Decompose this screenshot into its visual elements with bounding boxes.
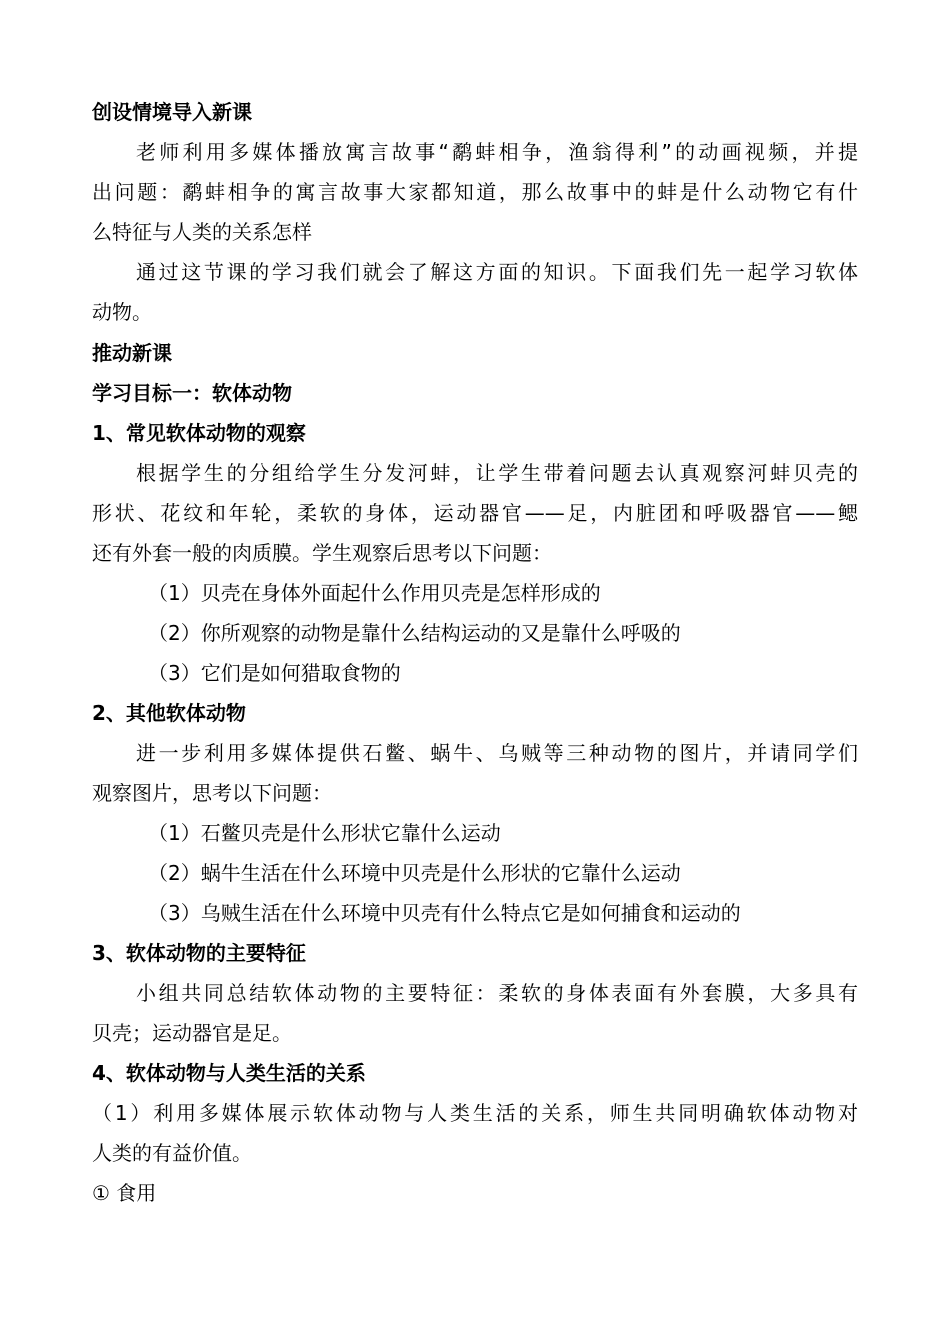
question-item: （3）乌贼生活在什么环境中贝壳有什么特点它是如何捕食和运动的 — [148, 901, 741, 925]
question-item: （1）贝壳在身体外面起什么作用贝壳是怎样形成的 — [148, 581, 601, 605]
paragraph-line: 老师利用多媒体播放寓言故事“鹬蚌相争，渔翁得利”的动画视频，并提 — [136, 140, 858, 164]
question-item: （2）你所观察的动物是靠什么结构运动的又是靠什么呼吸的 — [148, 621, 681, 645]
subsection-heading-3: 3、软体动物的主要特征 — [92, 941, 306, 965]
paragraph-line: 人类的有益价值。 — [92, 1141, 252, 1165]
subsection-heading-2: 2、其他软体动物 — [92, 701, 246, 725]
section-heading-goal-1: 学习目标一：软体动物 — [92, 381, 292, 405]
paragraph-line: 观察图片，思考以下问题： — [92, 781, 332, 805]
paragraph-line: 么特征与人类的关系怎样 — [92, 220, 312, 244]
paragraph-line: 根据学生的分组给学生分发河蚌，让学生带着问题去认真观察河蚌贝壳的 — [136, 461, 858, 485]
question-item: （3）它们是如何猎取食物的 — [148, 661, 401, 685]
paragraph-line: 进一步利用多媒体提供石鳖、蜗牛、乌贼等三种动物的图片，并请同学们 — [136, 741, 858, 765]
paragraph-line: 还有外套一般的肉质膜。学生观察后思考以下问题： — [92, 541, 552, 565]
section-heading-new-lesson: 推动新课 — [92, 341, 172, 365]
paragraph-line: （1）利用多媒体展示软体动物与人类生活的关系，师生共同明确软体动物对 — [92, 1101, 858, 1125]
question-item: （1）石鳖贝壳是什么形状它靠什么运动 — [148, 821, 501, 845]
subsection-heading-1: 1、常见软体动物的观察 — [92, 421, 306, 445]
paragraph-line: 出问题：鹬蚌相争的寓言故事大家都知道，那么故事中的蚌是什么动物它有什 — [92, 180, 858, 204]
paragraph-line: 小组共同总结软体动物的主要特征：柔软的身体表面有外套膜，大多具有 — [136, 981, 858, 1005]
section-heading-intro: 创设情境导入新课 — [92, 100, 252, 124]
list-item: ① 食用 — [92, 1181, 157, 1205]
paragraph-line: 贝壳；运动器官是足。 — [92, 1021, 292, 1045]
subsection-heading-4: 4、软体动物与人类生活的关系 — [92, 1061, 366, 1085]
paragraph-line: 形状、花纹和年轮，柔软的身体，运动器官——足，内脏团和呼吸器官——鳃 — [92, 501, 858, 525]
question-item: （2）蜗牛生活在什么环境中贝壳是什么形状的它靠什么运动 — [148, 861, 681, 885]
paragraph-line: 通过这节课的学习我们就会了解这方面的知识。下面我们先一起学习软体 — [136, 260, 858, 284]
paragraph-line: 动物。 — [92, 300, 152, 324]
